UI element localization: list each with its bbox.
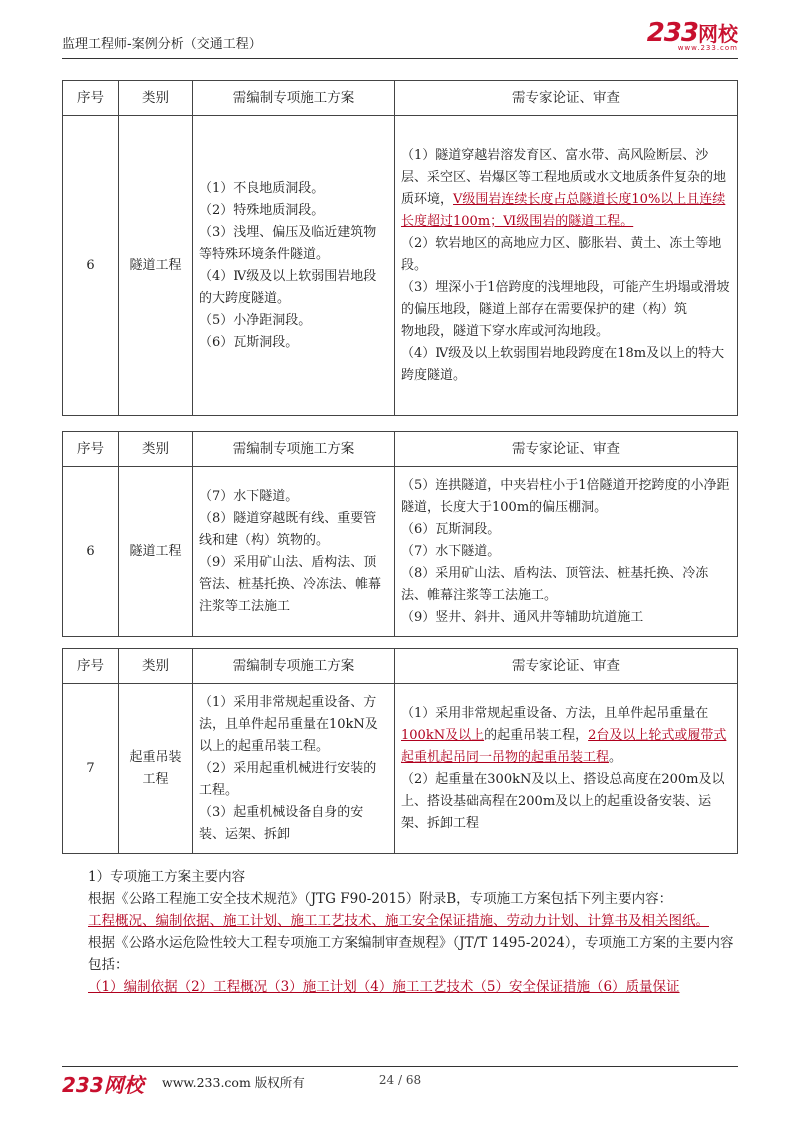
- lifting-table: [62, 648, 738, 854]
- paragraph-highlight: [62, 910, 738, 932]
- header-review: 需专家论证、审查: [395, 432, 738, 467]
- plan-item: （2）特殊地质洞段。: [199, 202, 325, 218]
- review-cell: [395, 467, 738, 637]
- tunnel-table-1: [62, 80, 738, 416]
- review-item: （2）起重量在300kN及以上、搭设总高度在200m及以上、搭设基础高程在200m及以上的起重设备安装、运架、拆卸工程: [401, 771, 725, 831]
- page-footer: [62, 1066, 738, 1097]
- brand-logo: [647, 18, 738, 52]
- page-header: [62, 18, 738, 59]
- plan-item: （3）起重机械设备自身的安装、运架、拆卸: [199, 804, 364, 842]
- paragraph: 根据《公路水运危险性较大工程专项施工方案编制审查规程》（JT/T 1495-2024），专项施工方案的主要内容包括：: [88, 935, 734, 973]
- table-row: [63, 116, 738, 416]
- review-item: （3）埋深小于1倍跨度的浅埋地段，可能产生坍塌或滑坡的偏压地段，隧道上部存在需要保护的建（构）筑: [401, 279, 730, 317]
- review-item: （2）软岩地区的高地应力区、膨胀岩、黄土、冻土等地段。: [401, 235, 722, 273]
- header-plan: 需编制专项施工方案: [193, 649, 395, 684]
- review-item: （7）水下隧道。: [401, 543, 501, 559]
- plan-item: （3）浅埋、偏压及临近建筑物等特殊环境条件隧道。: [199, 224, 377, 262]
- logo-number: 233: [646, 18, 698, 48]
- review-item: （4）Ⅳ级及以上软弱围岩地段跨度在18m及以上的特大跨度隧道。: [401, 345, 725, 383]
- seq-cell: 6: [63, 467, 119, 637]
- header-plan: 需编制专项施工方案: [193, 81, 395, 116]
- plan-item: （6）瓦斯洞段。: [199, 334, 299, 350]
- review-highlight: 2台及以上轮式或履带式起重机起吊同一吊物的起重吊装工程: [401, 727, 727, 765]
- review-item: [401, 703, 731, 769]
- logo-word: 网校: [698, 22, 738, 46]
- logo-url: www.233.com: [677, 44, 738, 52]
- header-review: 需专家论证、审查: [395, 649, 738, 684]
- header-seq: 序号: [63, 81, 119, 116]
- review-cell: [395, 684, 738, 854]
- review-highlight: 100kN及以上: [401, 727, 485, 743]
- seq-cell: 6: [63, 116, 119, 416]
- category-cell: 隧道工程: [119, 467, 193, 637]
- table-row: [63, 467, 738, 637]
- header-category: 类别: [119, 649, 193, 684]
- review-cell: [395, 116, 738, 416]
- review-highlight: Ⅴ级围岩连续长度占总隧道长度10%以上且连续长度超过100m；Ⅵ级围岩的隧道工程。: [401, 191, 726, 229]
- highlight-text: （1）编制依据（2）工程概况（3）施工计划（4）施工工艺技术（5）安全保证措施（6）质量保证: [88, 979, 680, 995]
- review-item: （8）采用矿山法、盾构法、顶管法、桩基托换、冷冻法、帷幕注浆等工法施工。: [401, 565, 709, 603]
- seq-cell: 7: [63, 684, 119, 854]
- category-cell: 隧道工程: [119, 116, 193, 416]
- plan-item: （5）小净距洞段。: [199, 312, 312, 328]
- header-category: 类别: [119, 432, 193, 467]
- plan-cell: [193, 116, 395, 416]
- review-text: 的起重吊装工程，: [484, 727, 589, 743]
- document-title: 监理工程师-案例分析（交通工程）: [62, 37, 262, 52]
- plan-item: （2）采用起重机械进行安装的工程。: [199, 760, 377, 798]
- plan-item: （9）采用矿山法、盾构法、顶管法、桩基托换、冷冻法、帷幕注浆等工法施工: [199, 554, 382, 614]
- plan-cell: [193, 467, 395, 637]
- category-cell: 起重吊装工程: [119, 684, 193, 854]
- review-item: （5）连拱隧道，中夹岩柱小于1倍隧道开挖跨度的小净距隧道，长度大于100m的偏压棚洞。: [401, 477, 730, 515]
- header-category: 类别: [119, 81, 193, 116]
- plan-item: （8）隧道穿越既有线、重要管线和建（构）筑物的。: [199, 510, 377, 548]
- paragraph-highlight: [62, 976, 738, 998]
- review-text: （1）采用非常规起重设备、方法，且单件起吊重量在: [401, 705, 709, 721]
- header-seq: 序号: [63, 649, 119, 684]
- plan-item: （7）水下隧道。: [199, 488, 299, 504]
- paragraph: 根据《公路工程施工安全技术规范》（JTG F90-2015）附录B，专项施工方案包括下列主要内容：: [88, 891, 673, 907]
- body-section: [62, 866, 738, 998]
- review-item: （6）瓦斯洞段。: [401, 521, 501, 537]
- header-seq: 序号: [63, 432, 119, 467]
- review-item: 物地段，隧道下穿水库或河沟地段。: [401, 323, 610, 339]
- page-number: 24 / 68: [378, 1073, 422, 1087]
- table-header-row: [63, 432, 738, 467]
- plan-item: （1）采用非常规起重设备、方法，且单件起吊重量在10kN及以上的起重吊装工程。: [199, 694, 378, 754]
- highlight-text: 工程概况、编制依据、施工计划、施工工艺技术、施工安全保证措施、劳动力计划、计算书及相关图纸。: [88, 913, 709, 929]
- review-item: （9）竖井、斜井、通风井等辅助坑道施工: [401, 609, 644, 625]
- header-review: 需专家论证、审查: [395, 81, 738, 116]
- plan-item: （4）Ⅳ级及以上软弱围岩地段的大跨度隧道。: [199, 268, 377, 306]
- review-text: （1）隧道穿越岩溶发育区、富水带、高风险断层、沙层、采空区、岩爆区等工程地质或水文地质条件复杂的地质环境，: [401, 147, 727, 207]
- header-plan: 需编制专项施工方案: [193, 432, 395, 467]
- footer-logo: 233网校: [62, 1073, 144, 1097]
- review-item: [401, 145, 731, 233]
- plan-item: （1）不良地质洞段。: [199, 180, 325, 196]
- tunnel-table-2: [62, 431, 738, 637]
- section-heading: 1）专项施工方案主要内容: [88, 869, 246, 885]
- copyright-text: www.233.com 版权所有: [162, 1075, 305, 1090]
- table-header-row: [63, 649, 738, 684]
- table-header-row: [63, 81, 738, 116]
- review-text: 。: [609, 749, 623, 765]
- table-row: [63, 684, 738, 854]
- plan-cell: [193, 684, 395, 854]
